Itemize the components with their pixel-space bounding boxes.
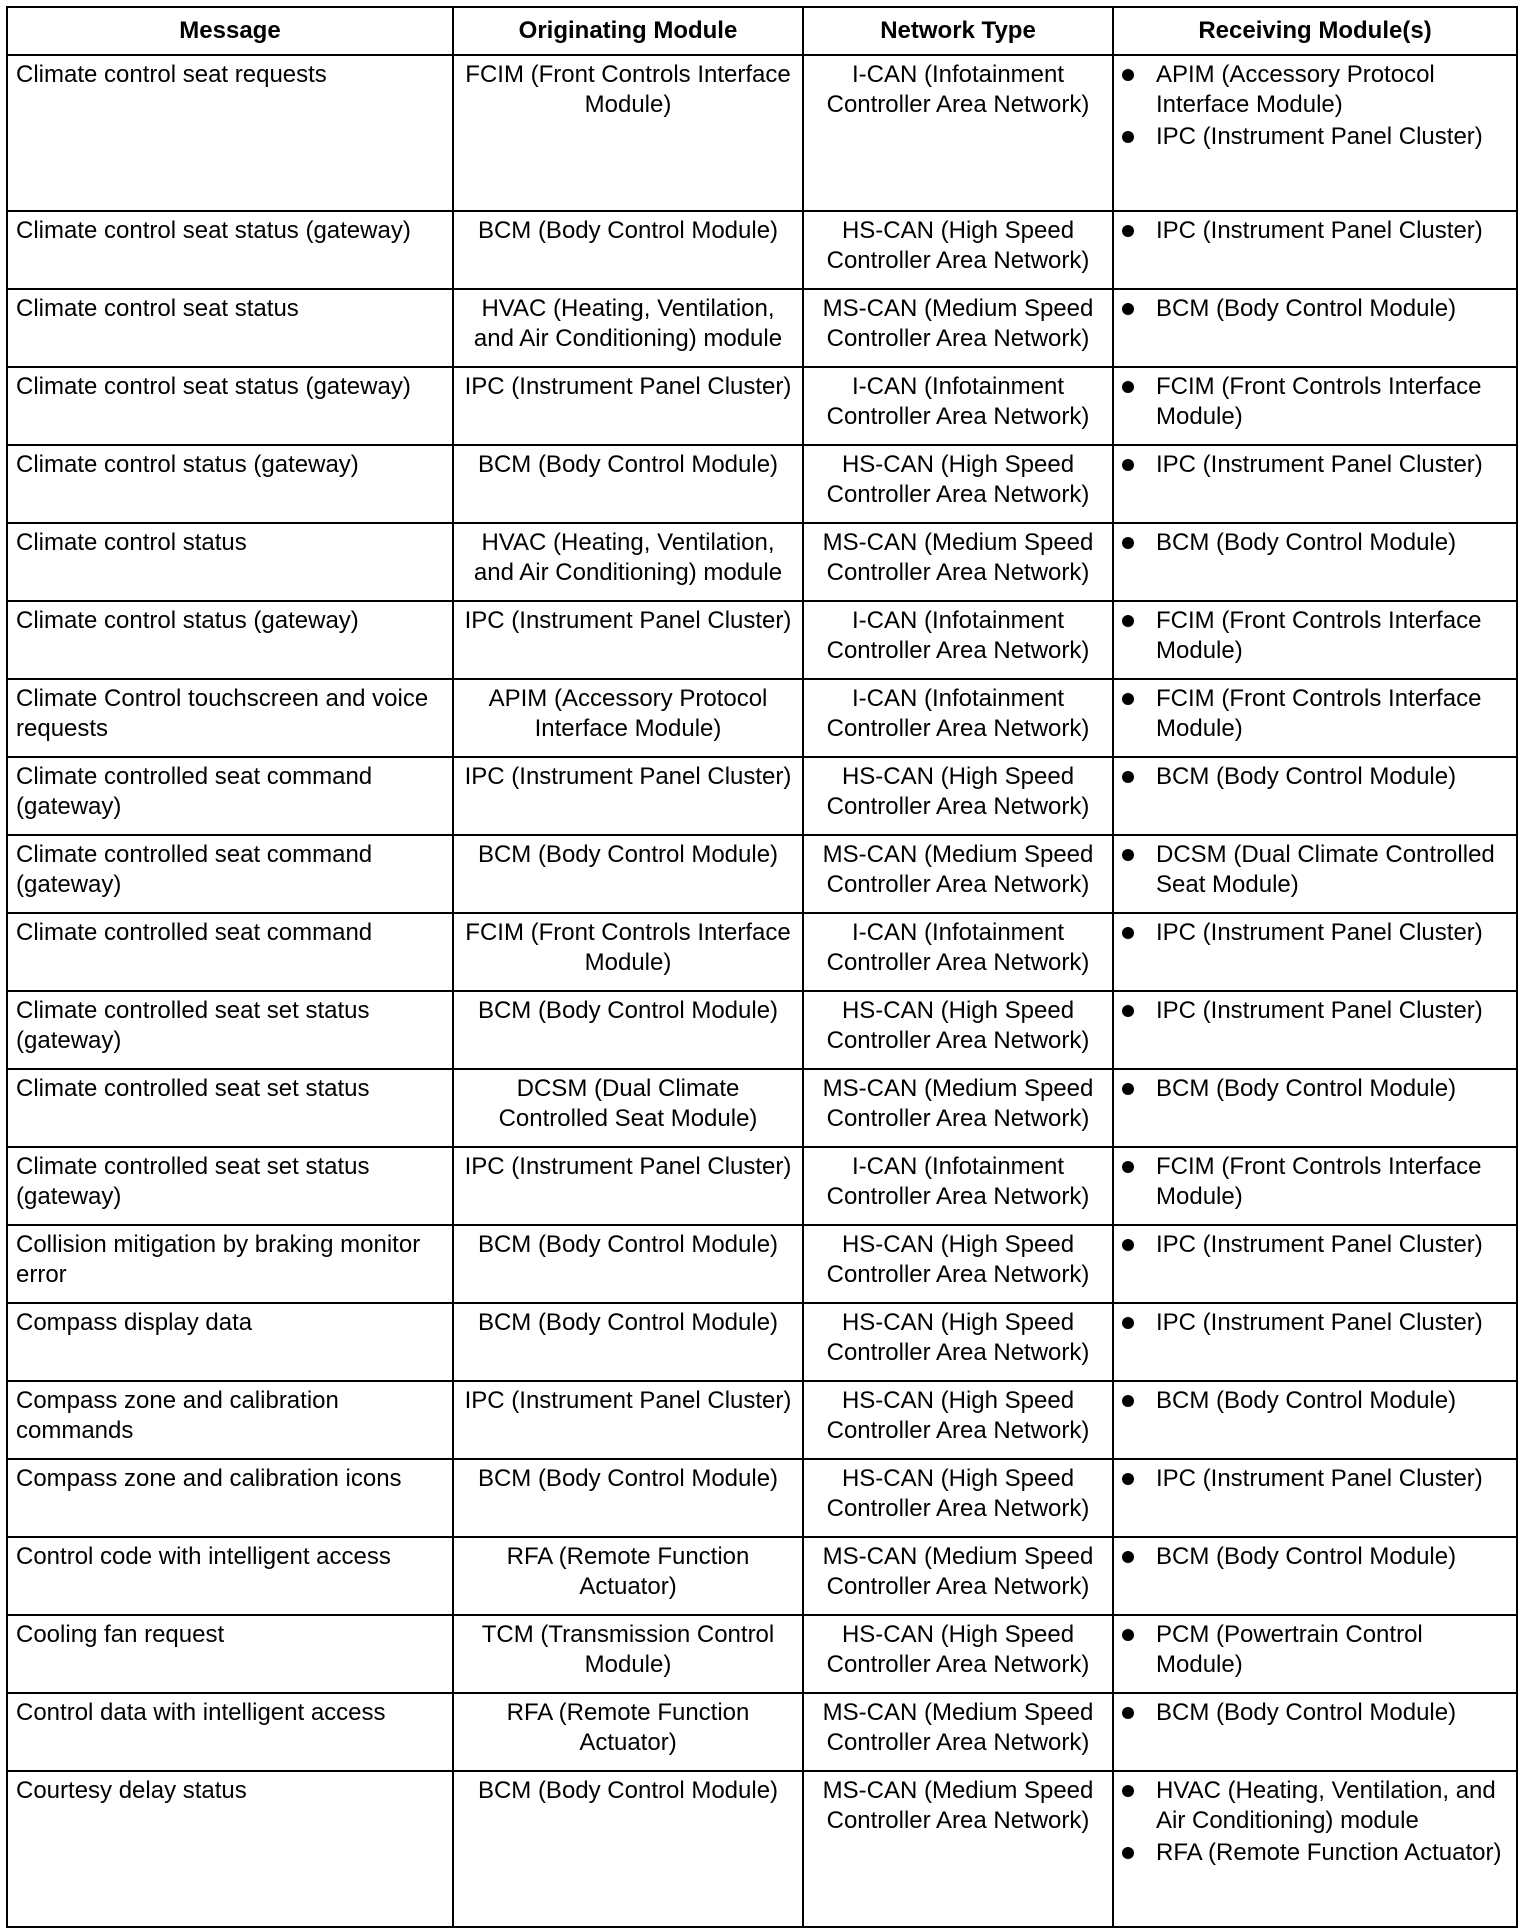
table-row — [7, 679, 1517, 757]
receiving-module-item — [1122, 684, 1508, 744]
receiving-modules-cell — [1113, 367, 1517, 445]
receiving-module-list — [1122, 1230, 1508, 1260]
network-type-cell: MS-CAN (Medium Speed Controller Area Network) — [803, 1537, 1113, 1615]
receiving-modules-cell — [1113, 1693, 1517, 1771]
receiving-module-list — [1122, 1542, 1508, 1572]
network-type-cell: HS-CAN (High Speed Controller Area Network) — [803, 757, 1113, 835]
bullet-icon — [1122, 1785, 1134, 1797]
table-row — [7, 1303, 1517, 1381]
bullet-icon — [1122, 131, 1134, 143]
message-cell: Climate control status (gateway) — [7, 601, 453, 679]
receiving-module-item — [1122, 918, 1508, 948]
receiving-module-list — [1122, 1308, 1508, 1338]
network-type-cell: MS-CAN (Medium Speed Controller Area Network) — [803, 1771, 1113, 1927]
receiving-module-text: IPC (Instrument Panel Cluster) — [1156, 919, 1483, 946]
receiving-module-text: IPC (Instrument Panel Cluster) — [1156, 1231, 1483, 1258]
originating-module-cell: HVAC (Heating, Ventilation, and Air Conditioning) module — [453, 289, 803, 367]
table-body — [7, 55, 1517, 1927]
receiving-modules-cell — [1113, 55, 1517, 211]
header-network-type: Network Type — [803, 7, 1113, 55]
receiving-module-text: FCIM (Front Controls Interface Module) — [1156, 1153, 1482, 1210]
table-row — [7, 601, 1517, 679]
table-row — [7, 367, 1517, 445]
header-receiving-modules: Receiving Module(s) — [1113, 7, 1517, 55]
table-row — [7, 211, 1517, 289]
bullet-icon — [1122, 1473, 1134, 1485]
table-row — [7, 1069, 1517, 1147]
receiving-modules-cell — [1113, 1537, 1517, 1615]
network-type-cell: HS-CAN (High Speed Controller Area Network) — [803, 445, 1113, 523]
network-type-cell: MS-CAN (Medium Speed Controller Area Network) — [803, 835, 1113, 913]
receiving-modules-cell — [1113, 1303, 1517, 1381]
network-type-cell: MS-CAN (Medium Speed Controller Area Network) — [803, 523, 1113, 601]
receiving-module-list — [1122, 1152, 1508, 1212]
message-cell: Climate controlled seat set status — [7, 1069, 453, 1147]
message-cell: Climate controlled seat set status (gateway) — [7, 1147, 453, 1225]
bullet-icon — [1122, 1083, 1134, 1095]
originating-module-cell: IPC (Instrument Panel Cluster) — [453, 367, 803, 445]
message-cell: Climate control seat status (gateway) — [7, 211, 453, 289]
originating-module-cell: BCM (Body Control Module) — [453, 991, 803, 1069]
receiving-modules-cell — [1113, 1069, 1517, 1147]
receiving-module-text: IPC (Instrument Panel Cluster) — [1156, 1309, 1483, 1336]
message-table — [6, 6, 1518, 1928]
receiving-module-list — [1122, 1386, 1508, 1416]
receiving-module-item — [1122, 1308, 1508, 1338]
originating-module-cell: BCM (Body Control Module) — [453, 1771, 803, 1927]
bullet-icon — [1122, 69, 1134, 81]
receiving-module-item — [1122, 216, 1508, 246]
receiving-module-text: BCM (Body Control Module) — [1156, 1387, 1457, 1414]
originating-module-cell: HVAC (Heating, Ventilation, and Air Conditioning) module — [453, 523, 803, 601]
bullet-icon — [1122, 615, 1134, 627]
receiving-module-text: RFA (Remote Function Actuator) — [1156, 1839, 1502, 1866]
bullet-icon — [1122, 459, 1134, 471]
originating-module-cell: IPC (Instrument Panel Cluster) — [453, 601, 803, 679]
receiving-module-list — [1122, 606, 1508, 666]
originating-module-cell: BCM (Body Control Module) — [453, 1225, 803, 1303]
originating-module-cell: BCM (Body Control Module) — [453, 445, 803, 523]
table-row — [7, 757, 1517, 835]
message-cell: Cooling fan request — [7, 1615, 453, 1693]
network-type-cell: I-CAN (Infotainment Controller Area Network) — [803, 1147, 1113, 1225]
receiving-module-text: IPC (Instrument Panel Cluster) — [1156, 1465, 1483, 1492]
message-cell: Climate controlled seat command (gateway) — [7, 835, 453, 913]
originating-module-cell: BCM (Body Control Module) — [453, 1303, 803, 1381]
receiving-module-item — [1122, 1230, 1508, 1260]
receiving-module-item — [1122, 840, 1508, 900]
receiving-module-list — [1122, 216, 1508, 246]
message-cell: Climate controlled seat command — [7, 913, 453, 991]
receiving-modules-cell — [1113, 1225, 1517, 1303]
message-cell: Climate control seat status — [7, 289, 453, 367]
network-type-cell: I-CAN (Infotainment Controller Area Network) — [803, 601, 1113, 679]
receiving-module-item — [1122, 294, 1508, 324]
receiving-module-text: FCIM (Front Controls Interface Module) — [1156, 607, 1482, 664]
receiving-module-text: IPC (Instrument Panel Cluster) — [1156, 123, 1483, 150]
network-type-cell: HS-CAN (High Speed Controller Area Network) — [803, 1303, 1113, 1381]
table-row — [7, 835, 1517, 913]
table-row — [7, 55, 1517, 211]
receiving-modules-cell — [1113, 1381, 1517, 1459]
originating-module-cell: FCIM (Front Controls Interface Module) — [453, 55, 803, 211]
network-type-cell: MS-CAN (Medium Speed Controller Area Network) — [803, 289, 1113, 367]
table-row — [7, 913, 1517, 991]
receiving-module-list — [1122, 450, 1508, 480]
network-type-cell: HS-CAN (High Speed Controller Area Network) — [803, 1615, 1113, 1693]
receiving-modules-cell — [1113, 1615, 1517, 1693]
bullet-icon — [1122, 849, 1134, 861]
bullet-icon — [1122, 225, 1134, 237]
message-cell: Compass zone and calibration commands — [7, 1381, 453, 1459]
receiving-modules-cell — [1113, 1147, 1517, 1225]
receiving-modules-cell — [1113, 523, 1517, 601]
network-type-cell: I-CAN (Infotainment Controller Area Network) — [803, 55, 1113, 211]
bullet-icon — [1122, 1161, 1134, 1173]
receiving-module-text: BCM (Body Control Module) — [1156, 1543, 1457, 1570]
receiving-modules-cell — [1113, 679, 1517, 757]
bullet-icon — [1122, 537, 1134, 549]
network-type-cell: HS-CAN (High Speed Controller Area Network) — [803, 991, 1113, 1069]
message-cell: Climate control status — [7, 523, 453, 601]
message-cell: Climate control seat status (gateway) — [7, 367, 453, 445]
originating-module-cell: IPC (Instrument Panel Cluster) — [453, 1147, 803, 1225]
originating-module-cell: IPC (Instrument Panel Cluster) — [453, 757, 803, 835]
originating-module-cell: FCIM (Front Controls Interface Module) — [453, 913, 803, 991]
receiving-module-list — [1122, 1776, 1508, 1868]
receiving-module-list — [1122, 684, 1508, 744]
bullet-icon — [1122, 1317, 1134, 1329]
originating-module-cell: IPC (Instrument Panel Cluster) — [453, 1381, 803, 1459]
receiving-module-text: BCM (Body Control Module) — [1156, 529, 1457, 556]
table-row — [7, 991, 1517, 1069]
bullet-icon — [1122, 1551, 1134, 1563]
bullet-icon — [1122, 1629, 1134, 1641]
receiving-module-item — [1122, 1386, 1508, 1416]
receiving-module-item — [1122, 1838, 1508, 1868]
bullet-icon — [1122, 381, 1134, 393]
receiving-module-text: APIM (Accessory Protocol Interface Module) — [1156, 61, 1435, 118]
bullet-icon — [1122, 927, 1134, 939]
receiving-module-list — [1122, 1698, 1508, 1728]
network-type-cell: I-CAN (Infotainment Controller Area Network) — [803, 913, 1113, 991]
table-row — [7, 445, 1517, 523]
originating-module-cell: APIM (Accessory Protocol Interface Module) — [453, 679, 803, 757]
receiving-module-list — [1122, 294, 1508, 324]
receiving-module-text: IPC (Instrument Panel Cluster) — [1156, 997, 1483, 1024]
receiving-module-text: BCM (Body Control Module) — [1156, 295, 1457, 322]
network-type-cell: HS-CAN (High Speed Controller Area Network) — [803, 211, 1113, 289]
receiving-module-item — [1122, 1464, 1508, 1494]
originating-module-cell: RFA (Remote Function Actuator) — [453, 1537, 803, 1615]
receiving-modules-cell — [1113, 913, 1517, 991]
originating-module-cell: DCSM (Dual Climate Controlled Seat Module) — [453, 1069, 803, 1147]
network-type-cell: I-CAN (Infotainment Controller Area Network) — [803, 679, 1113, 757]
receiving-module-item — [1122, 996, 1508, 1026]
header-originating-module: Originating Module — [453, 7, 803, 55]
originating-module-cell: TCM (Transmission Control Module) — [453, 1615, 803, 1693]
receiving-module-item — [1122, 1074, 1508, 1104]
receiving-module-item — [1122, 606, 1508, 666]
receiving-modules-cell — [1113, 1771, 1517, 1927]
receiving-module-list — [1122, 60, 1508, 152]
network-type-cell: HS-CAN (High Speed Controller Area Network) — [803, 1459, 1113, 1537]
receiving-module-list — [1122, 762, 1508, 792]
bullet-icon — [1122, 1395, 1134, 1407]
receiving-module-text: BCM (Body Control Module) — [1156, 763, 1457, 790]
receiving-module-text: BCM (Body Control Module) — [1156, 1075, 1457, 1102]
network-type-cell: HS-CAN (High Speed Controller Area Network) — [803, 1225, 1113, 1303]
receiving-module-item — [1122, 122, 1508, 152]
receiving-module-item — [1122, 1776, 1508, 1836]
message-cell: Climate control status (gateway) — [7, 445, 453, 523]
receiving-module-item — [1122, 372, 1508, 432]
bullet-icon — [1122, 771, 1134, 783]
table-row — [7, 1381, 1517, 1459]
receiving-module-list — [1122, 1464, 1508, 1494]
network-type-cell: MS-CAN (Medium Speed Controller Area Network) — [803, 1693, 1113, 1771]
bullet-icon — [1122, 1239, 1134, 1251]
receiving-module-list — [1122, 1074, 1508, 1104]
bullet-icon — [1122, 1707, 1134, 1719]
receiving-module-list — [1122, 840, 1508, 900]
header-message: Message — [7, 7, 453, 55]
receiving-module-list — [1122, 918, 1508, 948]
receiving-module-item — [1122, 1542, 1508, 1572]
receiving-module-text: HVAC (Heating, Ventilation, and Air Conditioning) module — [1156, 1777, 1496, 1834]
bullet-icon — [1122, 1005, 1134, 1017]
network-type-cell: MS-CAN (Medium Speed Controller Area Network) — [803, 1069, 1113, 1147]
receiving-modules-cell — [1113, 289, 1517, 367]
receiving-module-list — [1122, 1620, 1508, 1680]
receiving-modules-cell — [1113, 601, 1517, 679]
bullet-icon — [1122, 1847, 1134, 1859]
receiving-module-text: IPC (Instrument Panel Cluster) — [1156, 451, 1483, 478]
receiving-module-text: IPC (Instrument Panel Cluster) — [1156, 217, 1483, 244]
receiving-module-item — [1122, 60, 1508, 120]
message-cell: Collision mitigation by braking monitor error — [7, 1225, 453, 1303]
receiving-module-item — [1122, 1152, 1508, 1212]
receiving-module-item — [1122, 450, 1508, 480]
table-row — [7, 523, 1517, 601]
receiving-module-list — [1122, 372, 1508, 432]
table-row — [7, 1147, 1517, 1225]
receiving-modules-cell — [1113, 757, 1517, 835]
receiving-module-list — [1122, 528, 1508, 558]
message-cell: Climate controlled seat set status (gateway) — [7, 991, 453, 1069]
originating-module-cell: BCM (Body Control Module) — [453, 1459, 803, 1537]
message-cell: Climate control seat requests — [7, 55, 453, 211]
message-cell: Control data with intelligent access — [7, 1693, 453, 1771]
table-row — [7, 1537, 1517, 1615]
originating-module-cell: BCM (Body Control Module) — [453, 211, 803, 289]
receiving-modules-cell — [1113, 991, 1517, 1069]
receiving-module-text: PCM (Powertrain Control Module) — [1156, 1621, 1423, 1678]
table-row — [7, 1771, 1517, 1927]
receiving-module-text: FCIM (Front Controls Interface Module) — [1156, 685, 1482, 742]
table-row — [7, 289, 1517, 367]
bullet-icon — [1122, 693, 1134, 705]
receiving-module-item — [1122, 1620, 1508, 1680]
originating-module-cell: RFA (Remote Function Actuator) — [453, 1693, 803, 1771]
table-row — [7, 1225, 1517, 1303]
receiving-module-list — [1122, 996, 1508, 1026]
receiving-module-text: BCM (Body Control Module) — [1156, 1699, 1457, 1726]
message-cell: Climate Control touchscreen and voice requests — [7, 679, 453, 757]
receiving-module-text: DCSM (Dual Climate Controlled Seat Module) — [1156, 841, 1495, 898]
receiving-module-item — [1122, 762, 1508, 792]
document-page — [6, 6, 1516, 1928]
receiving-modules-cell — [1113, 1459, 1517, 1537]
originating-module-cell: BCM (Body Control Module) — [453, 835, 803, 913]
receiving-modules-cell — [1113, 211, 1517, 289]
message-cell: Control code with intelligent access — [7, 1537, 453, 1615]
receiving-modules-cell — [1113, 445, 1517, 523]
table-row — [7, 1615, 1517, 1693]
table-row — [7, 1693, 1517, 1771]
message-cell: Courtesy delay status — [7, 1771, 453, 1927]
receiving-modules-cell — [1113, 835, 1517, 913]
message-cell: Compass zone and calibration icons — [7, 1459, 453, 1537]
bullet-icon — [1122, 303, 1134, 315]
receiving-module-text: FCIM (Front Controls Interface Module) — [1156, 373, 1482, 430]
receiving-module-item — [1122, 528, 1508, 558]
header-row — [7, 7, 1517, 55]
receiving-module-item — [1122, 1698, 1508, 1728]
message-cell: Compass display data — [7, 1303, 453, 1381]
message-cell: Climate controlled seat command (gateway) — [7, 757, 453, 835]
table-row — [7, 1459, 1517, 1537]
network-type-cell: I-CAN (Infotainment Controller Area Network) — [803, 367, 1113, 445]
network-type-cell: HS-CAN (High Speed Controller Area Network) — [803, 1381, 1113, 1459]
